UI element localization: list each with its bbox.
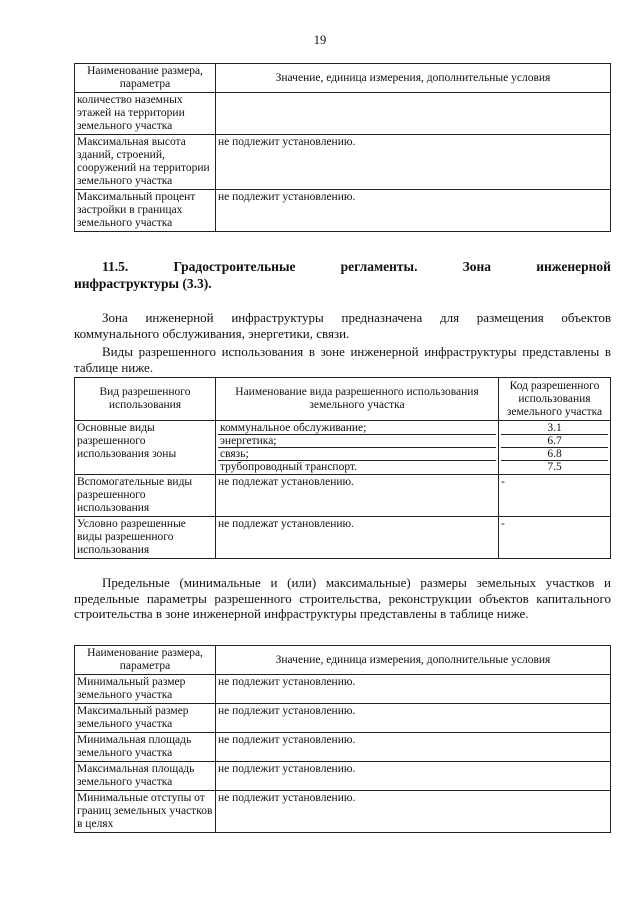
use-codes xyxy=(499,421,611,475)
use-type: Вспомогательные виды разрешенного использования xyxy=(75,475,216,517)
header-parameter-name: Наименование размера, параметра xyxy=(75,64,216,93)
table-row xyxy=(75,704,611,733)
parameter-value: не подлежит установлению. xyxy=(216,791,611,833)
heading-word: регламенты. xyxy=(340,259,418,274)
parameter-name: Максимальный процент застройки в границах земельного участка xyxy=(75,190,216,232)
list-item: 6.8 xyxy=(501,448,608,461)
parameter-value: не подлежит установлению. xyxy=(216,190,611,232)
table-row xyxy=(75,475,611,517)
use-name: не подлежат установлению. xyxy=(216,517,499,559)
header-parameter-value: Значение, единица измерения, дополнительные условия xyxy=(216,646,611,675)
table-row xyxy=(75,421,611,475)
list-item: 7.5 xyxy=(547,461,562,473)
list-item: трубопроводный транспорт. xyxy=(220,461,357,473)
list-item: 3.1 xyxy=(501,422,608,435)
use-code: - xyxy=(499,517,611,559)
parameter-name: Максимальный размер земельного участка xyxy=(75,704,216,733)
heading-word: инженерной xyxy=(536,259,611,274)
use-names xyxy=(216,421,499,475)
table-row xyxy=(75,135,611,190)
parameter-value: не подлежит установлению. xyxy=(216,135,611,190)
parameters-table-top xyxy=(74,63,611,232)
header-use-type: Вид разрешенного использования xyxy=(75,378,216,421)
list-item: связь; xyxy=(218,448,496,461)
parameter-name: Минимальные отступы от границ земельных участков в целях xyxy=(75,791,216,833)
limits-intro-paragraph: Предельные (минимальные и (или) максимальные) размеры земельных участков и предельные параметры разрешенного строительства, реконструкции объектов капитального строительства в зоне инженерной инфраструктуры представлены в таблице ниже. xyxy=(74,575,611,621)
header-use-code: Код разрешенного использования земельного участка xyxy=(499,378,611,421)
parameter-value: не подлежит установлению. xyxy=(216,733,611,762)
parameter-name: Минимальная площадь земельного участка xyxy=(75,733,216,762)
table-row xyxy=(75,791,611,833)
heading-word: Зона xyxy=(462,259,492,274)
table-row xyxy=(75,93,611,135)
parameter-name: Максимальная площадь земельного участка xyxy=(75,762,216,791)
heading-line-2: инфраструктуры (3.3). xyxy=(74,276,212,291)
use-code: - xyxy=(499,475,611,517)
parameter-name: Максимальная высота зданий, строений, сооружений на территории земельного участка xyxy=(75,135,216,190)
use-type: Основные виды разрешенного использования зоны xyxy=(75,421,216,475)
header-parameter-name: Наименование размера, параметра xyxy=(75,646,216,675)
table-row xyxy=(75,517,611,559)
table-header-row xyxy=(75,378,611,421)
table-row xyxy=(75,762,611,791)
parameter-value xyxy=(216,93,611,135)
header-parameter-value: Значение, единица измерения, дополнительные условия xyxy=(216,64,611,93)
table-header-row xyxy=(75,64,611,93)
parameter-value: не подлежит установлению. xyxy=(216,704,611,733)
parameter-value: не подлежит установлению. xyxy=(216,762,611,791)
parameter-name: количество наземных этажей на территории земельного участка xyxy=(75,93,216,135)
permitted-uses-table xyxy=(74,377,611,559)
use-name: не подлежат установлению. xyxy=(216,475,499,517)
table-header-row xyxy=(75,646,611,675)
section-heading xyxy=(74,258,611,292)
zone-purpose-paragraph: Зона инженерной инфраструктуры предназначена для размещения объектов коммунального обслуживания, энергетики, связи. xyxy=(74,310,611,341)
use-type: Условно разрешенные виды разрешенного использования xyxy=(75,517,216,559)
parameter-name: Минимальный размер земельного участка xyxy=(75,675,216,704)
list-item: коммунальное обслуживание; xyxy=(218,422,496,435)
permitted-uses-intro: Виды разрешенного использования в зоне инженерной инфраструктуры представлены в таблице ниже. xyxy=(74,344,611,375)
heading-word: Градостроительные xyxy=(173,259,296,274)
table-row xyxy=(75,675,611,704)
header-use-name: Наименование вида разрешенного использования земельного участка xyxy=(216,378,499,421)
heading-word: 11.5. xyxy=(102,259,129,274)
list-item: энергетика; xyxy=(218,435,496,448)
parameter-value: не подлежит установлению. xyxy=(216,675,611,704)
table-row xyxy=(75,190,611,232)
table-row xyxy=(75,733,611,762)
parameters-table-bottom xyxy=(74,645,611,833)
list-item: 6.7 xyxy=(501,435,608,448)
page-number: 19 xyxy=(313,33,327,47)
